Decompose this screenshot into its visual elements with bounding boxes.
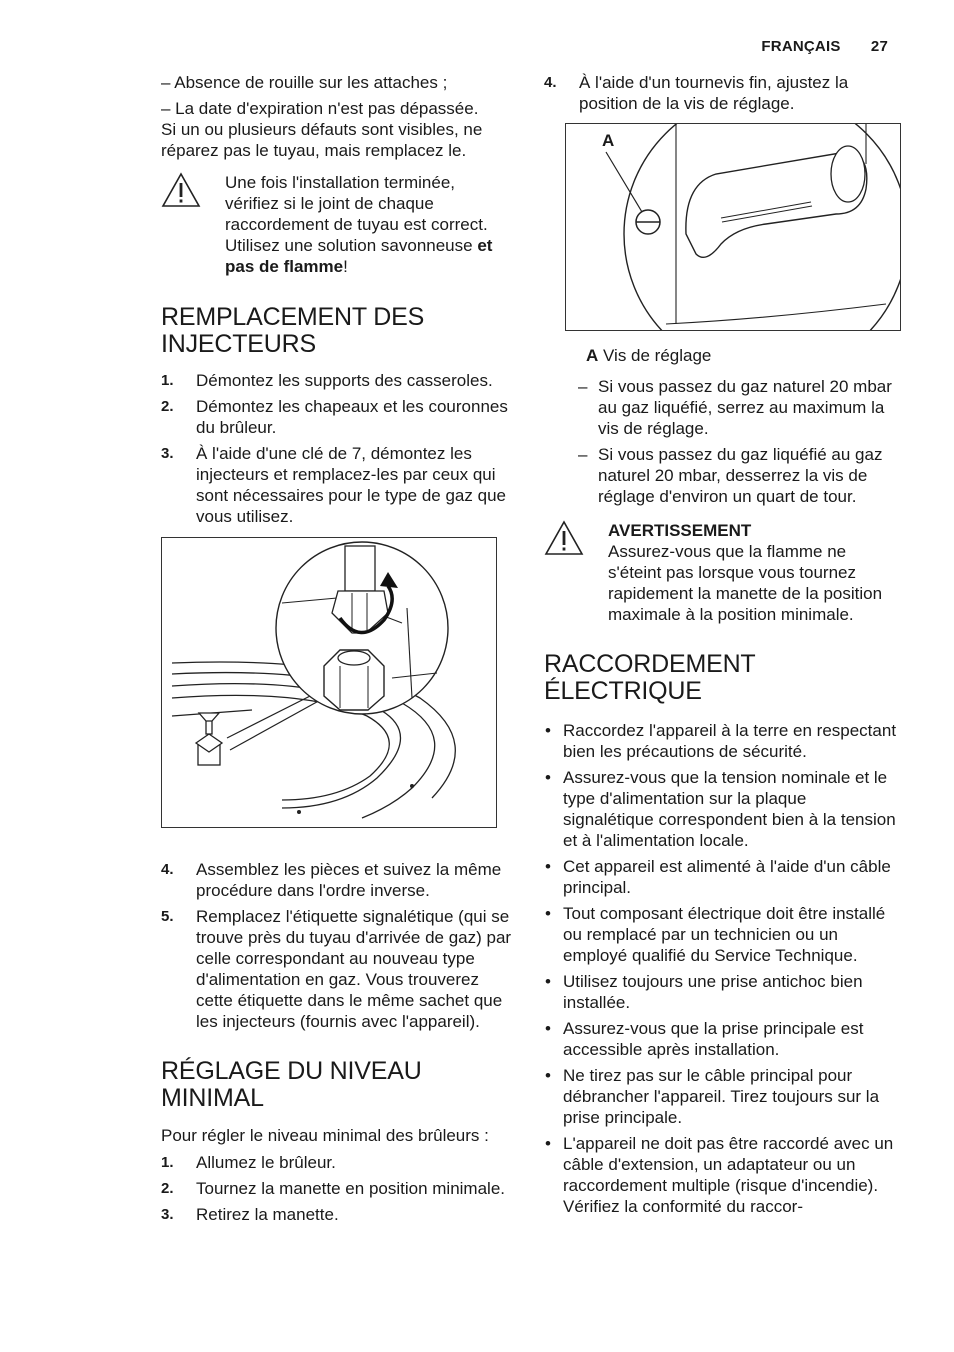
list-item: • Utilisez toujours une prise antichoc bien installée. bbox=[545, 972, 863, 1012]
list-item: 2. Démontez les chapeaux et les couronnes du brûleur. bbox=[161, 397, 508, 437]
list-item: 1. Démontez les supports des casseroles. bbox=[161, 371, 493, 390]
list-item: • Assurez-vous que la tension nominale et le type d'alimentation sur la plaque signalétique correspondent bien à la tension et à l'alimentation locale. bbox=[545, 768, 896, 850]
electrique-bullets bbox=[544, 720, 900, 1217]
list-item: – Si vous passez du gaz naturel 20 mbar au gaz liquéfié, serrez au maximum la vis de réglage. bbox=[578, 377, 892, 438]
caption-letter: A bbox=[586, 346, 599, 365]
list-item: 5. Remplacez l'étiquette signalétique (qui se trouve près du tuyau d'arrivée de gaz) par celle correspondant au nouveau type d'alimentation en gaz. Vous trouverez cette étiquette dans le même sachet que les injecteurs (fournis avec l'appareil). bbox=[161, 907, 512, 1031]
intro-text: Si un ou plusieurs défauts sont visibles, ne réparez pas le tuyau, mais remplacez le. bbox=[161, 120, 483, 160]
list-item: • Tout composant électrique doit être installé ou remplacé par un technicien ou un employé qualifié du Service Technique. bbox=[545, 904, 886, 965]
list-item: • Raccordez l'appareil à la terre en respectant bien les précautions de sécurité. bbox=[545, 721, 897, 761]
section-title-niveau: RÉGLAGE DU NIVEAU MINIMAL bbox=[161, 1057, 422, 1112]
figure-label-a: A bbox=[602, 131, 615, 150]
list-item: • Ne tirez pas sur le câble principal pour débrancher l'appareil. Tirez toujours sur la prise principale. bbox=[545, 1066, 880, 1127]
figure-caption bbox=[586, 345, 900, 366]
list-item: – Si vous passez du gaz liquéfié au gaz naturel 20 mbar, desserrez la vis de réglage d'environ un quart de tour. bbox=[578, 445, 883, 506]
list-item: 1. Allumez le brûleur. bbox=[161, 1153, 336, 1172]
injecteurs-steps-after bbox=[161, 859, 513, 1032]
injector-figure bbox=[161, 537, 497, 828]
section-title-electrique: RACCORDEMENT ÉLECTRIQUE bbox=[544, 650, 756, 705]
language-label: FRANÇAIS bbox=[761, 38, 841, 55]
warning-bold: et pas de flamme bbox=[225, 236, 493, 276]
soap-warning bbox=[161, 172, 513, 277]
warning-triangle-icon bbox=[161, 172, 201, 208]
list-item: 4. À l'aide d'un tournevis fin, ajustez la position de la vis de réglage. bbox=[544, 73, 849, 113]
page-header bbox=[761, 38, 888, 55]
screw-illustration bbox=[566, 124, 900, 330]
injector-illustration bbox=[162, 538, 496, 827]
list-item: 2. Tournez la manette en position minimale. bbox=[161, 1179, 505, 1198]
gas-dash-list bbox=[578, 376, 900, 507]
flame-warning bbox=[544, 520, 900, 625]
small-injector-icon bbox=[196, 713, 222, 765]
list-item: • Assurez-vous que la prise principale est accessible après installation. bbox=[545, 1019, 864, 1059]
warning-triangle-icon bbox=[544, 520, 584, 556]
left-column bbox=[161, 70, 513, 1230]
list-item: • L'appareil ne doit pas être raccordé avec un câble d'extension, un adaptateur ou un raccordement multiple (risque d'incendie). Vérifiez la conformité du raccor- bbox=[545, 1134, 894, 1216]
warning-text: Assurez-vous que la flamme ne s'éteint pas lorsque vous tournez rapidement la manette de la position maximale à la position minimale. bbox=[608, 542, 883, 624]
warning-end: ! bbox=[343, 257, 348, 276]
injector-nut-icon bbox=[324, 650, 384, 710]
intro-dash-2: – La date d'expiration n'est pas dépassée. bbox=[161, 99, 479, 118]
warning-title: AVERTISSEMENT bbox=[608, 521, 752, 540]
list-item: • Cet appareil est alimenté à l'aide d'un câble principal. bbox=[545, 857, 891, 897]
intro-dash-1: – Absence de rouille sur les attaches ; bbox=[161, 73, 448, 92]
niveau-steps bbox=[161, 1152, 513, 1225]
screw-figure bbox=[565, 123, 901, 331]
page-number: 27 bbox=[870, 38, 888, 55]
section-title-injecteurs: REMPLACEMENT DES INJECTEURS bbox=[161, 303, 425, 358]
list-item: 3. Retirez la manette. bbox=[161, 1205, 339, 1224]
injecteurs-steps bbox=[161, 370, 513, 527]
screw-step bbox=[544, 72, 900, 114]
warning-text: Une fois l'installation terminée, vérifiez si le joint de chaque raccordement de tuyau est correct. Utilisez une solution savonneuse bbox=[225, 173, 488, 255]
list-item: 4. Assemblez les pièces et suivez la même procédure dans l'ordre inverse. bbox=[161, 860, 502, 900]
caption-text: Vis de réglage bbox=[603, 346, 712, 365]
niveau-intro: Pour régler le niveau minimal des brûleurs : bbox=[161, 1126, 489, 1145]
right-column bbox=[544, 70, 900, 1222]
list-item: 3. À l'aide d'une clé de 7, démontez les injecteurs et remplacez-les par ceux qui sont nécessaires pour le type de gaz que vous utilisez. bbox=[161, 444, 506, 526]
